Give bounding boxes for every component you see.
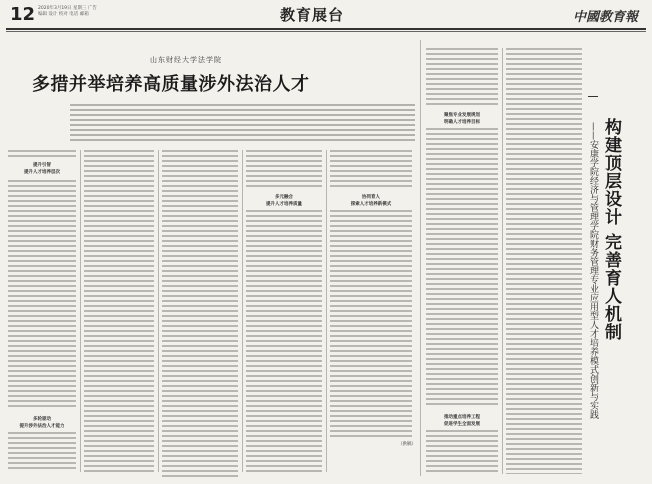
header-meta-line1: 2020年3月19日 星期三 广告	[38, 6, 97, 11]
header-meta	[38, 6, 148, 18]
column-divider	[326, 150, 327, 472]
article-divider	[420, 40, 421, 476]
body-column-1	[8, 180, 76, 410]
body-column-1-bottom	[8, 432, 76, 472]
article-end-mark: （供稿）	[398, 442, 416, 447]
subhead-4: 多轮驱动 提升涉外法治人才能力	[19, 417, 65, 429]
header-rule	[6, 28, 646, 30]
body-column-3	[162, 150, 238, 480]
body-column-4	[246, 210, 322, 472]
side-column-2	[506, 48, 582, 474]
column-divider	[242, 150, 243, 472]
side-headline: 构建顶层设计 完善育人机制	[601, 118, 621, 341]
header-meta-line2: 编辑 设计 校对 电话 邮箱	[38, 12, 89, 17]
page-number: 12	[10, 4, 36, 25]
subhead-1: 提升引智 提升人才培养层次	[24, 163, 60, 175]
article-kicker: 山东财经大学法学院	[150, 56, 222, 64]
column-divider	[502, 48, 503, 474]
section-title: 教育展台	[280, 6, 345, 24]
column-divider	[80, 150, 81, 472]
side-subtitle: ——安康学院经济与管理学院财务管理专业应用型人才培养模式创新与实践	[588, 122, 598, 419]
body-column-5	[330, 210, 412, 438]
side-headline-rule	[588, 96, 598, 97]
body-column-4-top	[246, 150, 322, 190]
body-column-5-top	[330, 150, 412, 190]
body-column-2	[84, 150, 154, 472]
side-column-1-bottom	[426, 430, 498, 474]
side-subhead-1: 聚焦专业发展规划 明确人才培养目标	[444, 113, 480, 125]
side-column-1	[426, 128, 498, 408]
side-column-1-top	[426, 48, 498, 108]
column-divider	[158, 150, 159, 472]
subhead-2: 多元融合 提升人才培养质量	[266, 195, 302, 207]
newspaper-logo: 中國教育報	[572, 10, 638, 25]
article-lead	[70, 104, 415, 144]
body-column-1-top	[8, 150, 76, 158]
article-headline: 多措并举培养高质量涉外法治人才	[32, 74, 310, 95]
subhead-3: 协同育人 探索人才培养新模式	[350, 195, 392, 207]
page-header	[0, 0, 652, 32]
header-rule-thin	[6, 31, 646, 32]
side-subhead-2: 推动重点培养工程 促进学生全面发展	[444, 415, 480, 427]
